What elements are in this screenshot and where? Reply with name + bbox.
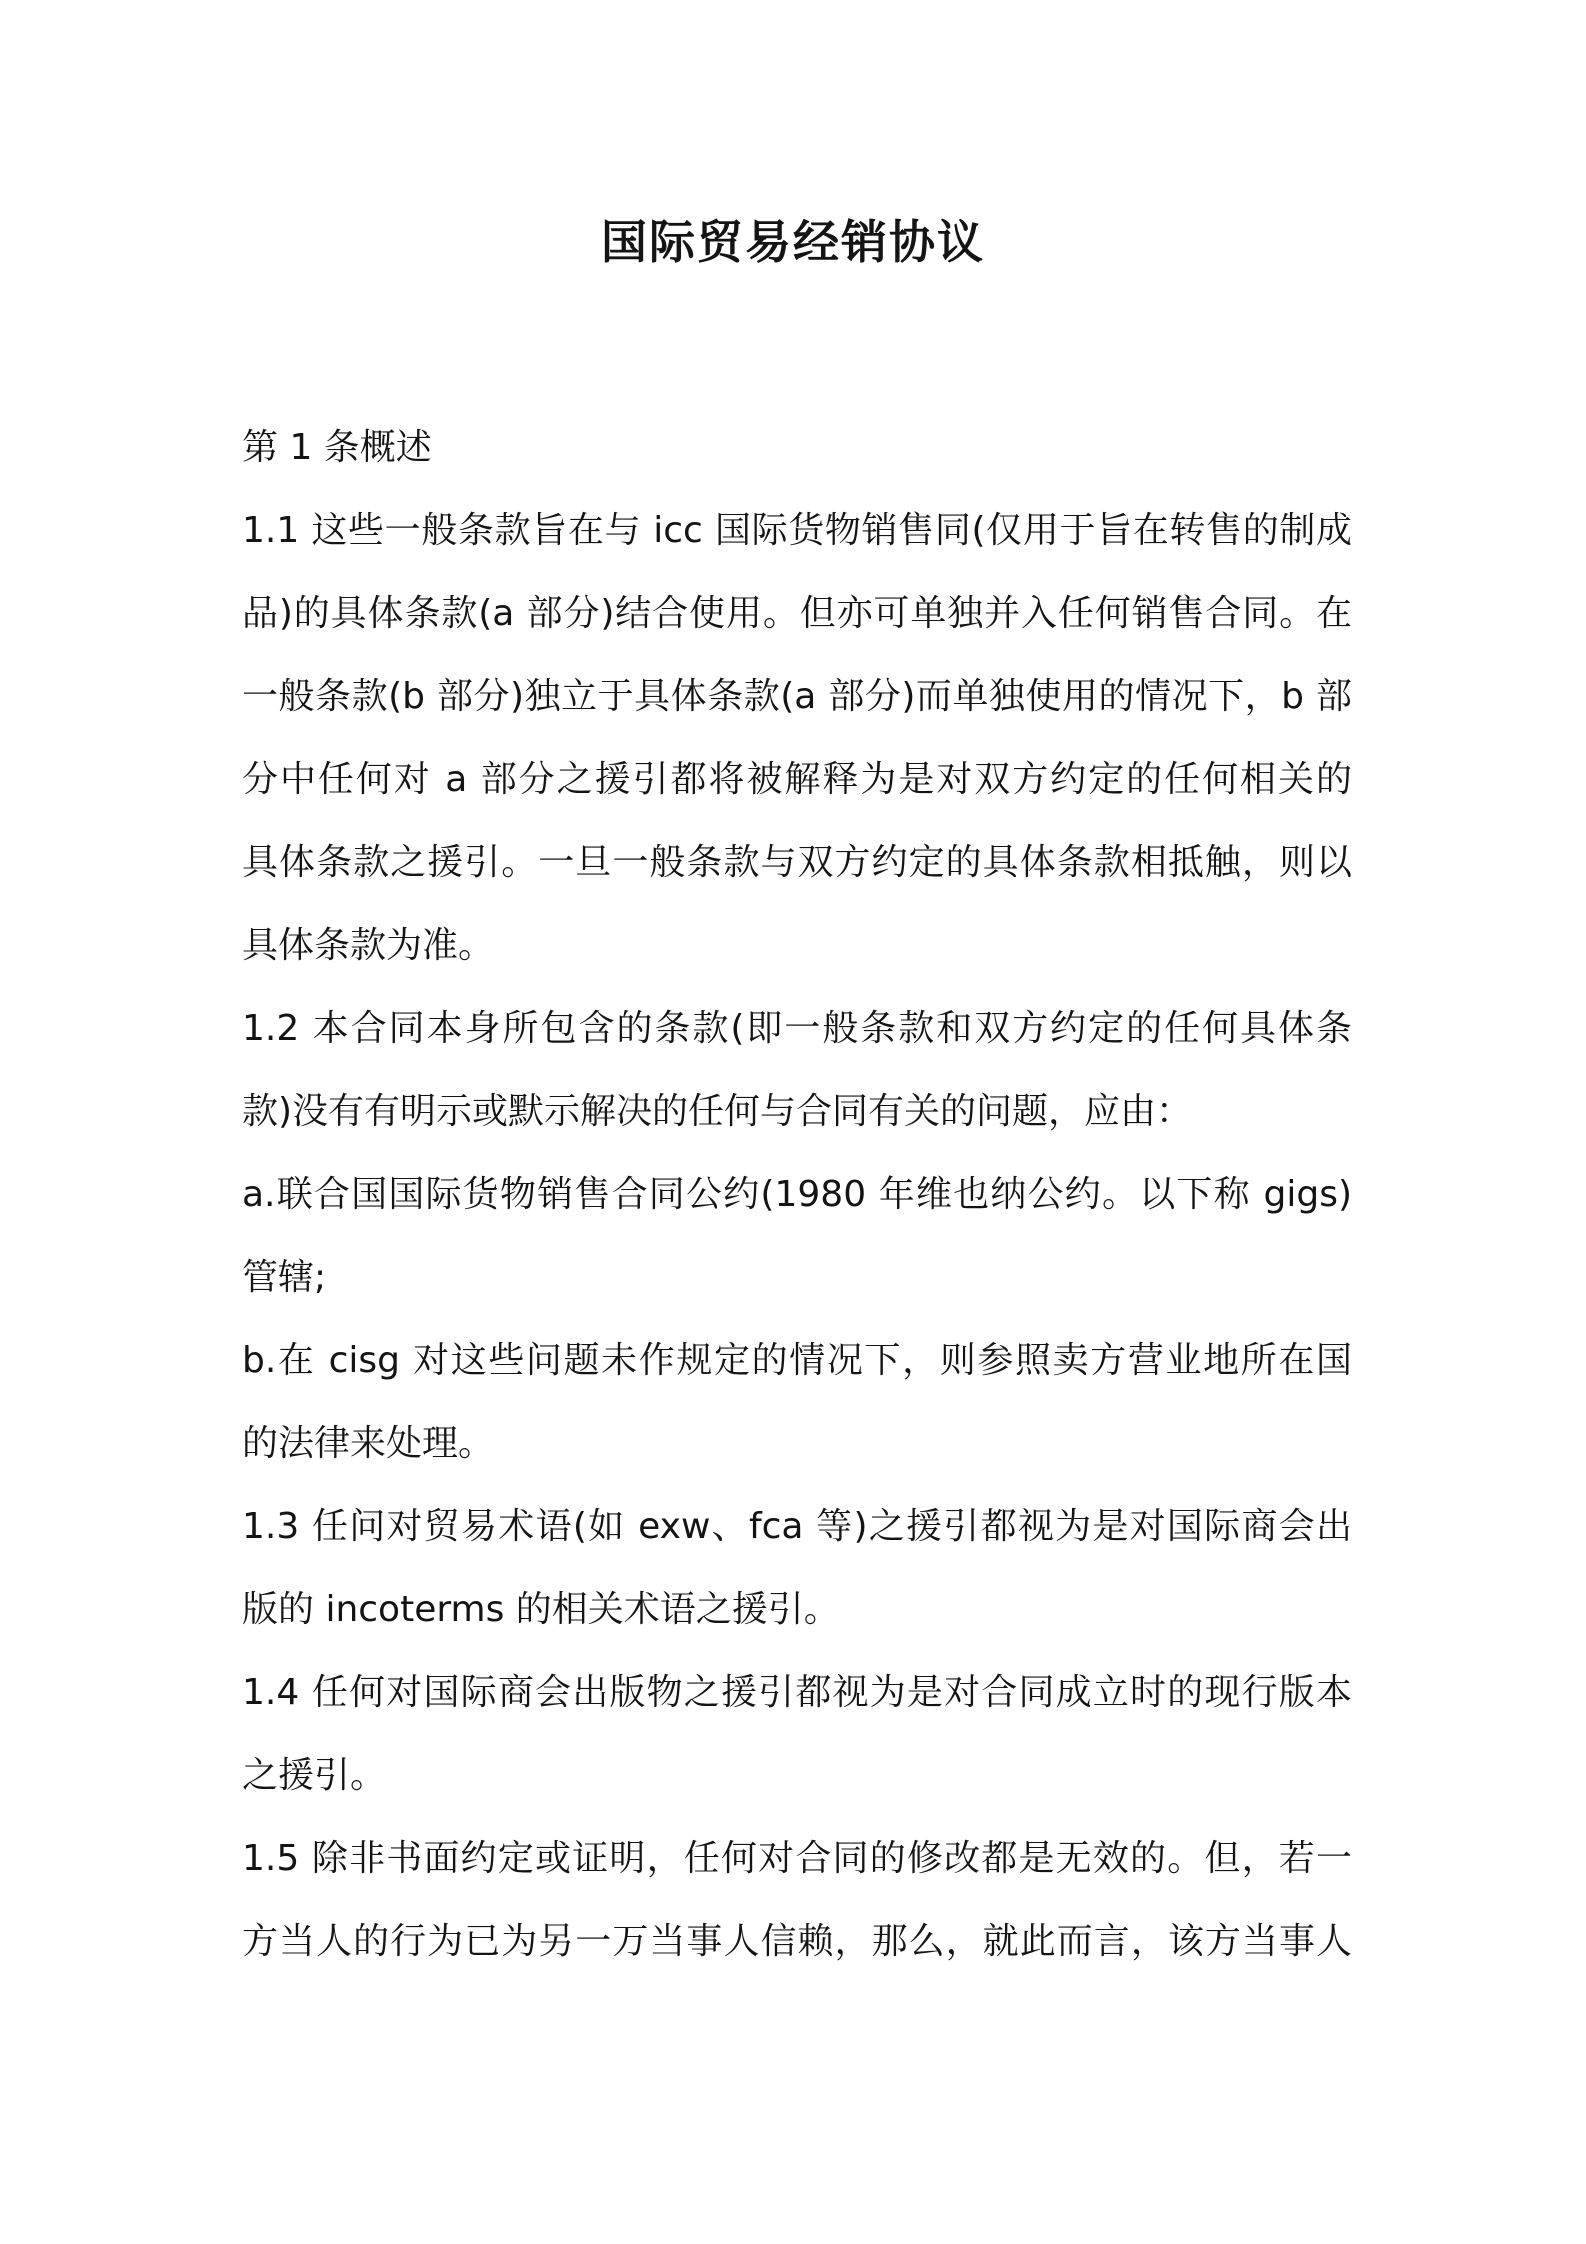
paragraph-line: 方当人的行为已为另一万当事人信赖，那么，就此而言，该方当事人 xyxy=(242,1921,1352,1962)
paragraph-line: 一般条款(b 部分)独立于具体条款(a 部分)而单独使用的情况下，b 部 xyxy=(242,676,1352,717)
paragraph-line: 1.4 任何对国际商会出版物之援引都视为是对合同成立时的现行版本 xyxy=(242,1672,1352,1713)
paragraph-line: 具体条款为准。 xyxy=(242,925,495,966)
paragraph-line: 管辖; xyxy=(242,1257,327,1298)
document-body xyxy=(242,406,1352,1983)
paragraph-line: 分中任何对 a 部分之援引都将被解释为是对双方约定的任何相关的 xyxy=(242,759,1352,800)
paragraph-line: 1.1 这些一般条款旨在与 icc 国际货物销售同(仅用于旨在转售的制成 xyxy=(242,510,1352,551)
paragraph-line: 1.5 除非书面约定或证明，任何对合同的修改都是无效的。但，若一 xyxy=(242,1838,1352,1879)
paragraph-line: 版的 incoterms 的相关术语之援引。 xyxy=(242,1589,840,1630)
paragraph-line: 1.2 本合同本身所包含的条款(即一般条款和双方约定的任何具体条 xyxy=(242,1008,1352,1049)
paragraph-line: 品)的具体条款(a 部分)结合使用。但亦可单独并入任何销售合同。在 xyxy=(242,593,1352,634)
paragraph-line: 款)没有有明示或默示解决的任何与合同有关的问题，应由： xyxy=(242,1091,1193,1132)
paragraph-line: 具体条款之援引。一旦一般条款与双方约定的具体条款相抵触，则以 xyxy=(242,842,1352,883)
paragraph-line: a.联合国国际货物销售合同公约(1980 年维也纳公约。以下称 gigs) xyxy=(242,1174,1352,1215)
paragraph-line: 之援引。 xyxy=(242,1755,387,1796)
paragraph-line: 的法律来处理。 xyxy=(242,1423,495,1464)
document-title: 国际贸易经销协议 xyxy=(601,215,985,269)
section-heading: 第 1 条概述 xyxy=(242,427,432,468)
paragraph-line: 1.3 任问对贸易术语(如 exw、fca 等)之援引都视为是对国际商会出 xyxy=(242,1506,1352,1547)
paragraph-line: b.在 cisg 对这些问题未作规定的情况下，则参照卖方营业地所在国 xyxy=(242,1340,1352,1381)
